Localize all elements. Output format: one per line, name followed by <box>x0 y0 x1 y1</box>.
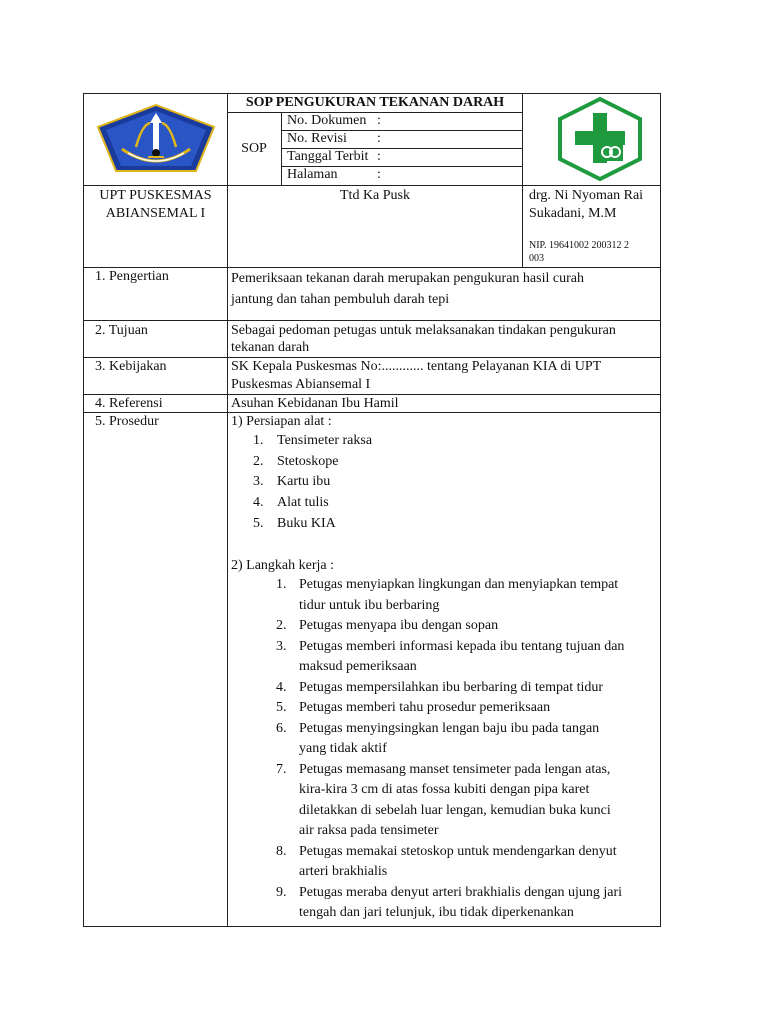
org-name-line2: ABIANSEMAL I <box>105 206 206 221</box>
langkah-step-number: 5. <box>276 700 287 715</box>
signature-label: Ttd Ka Pusk <box>340 188 410 203</box>
langkah-step-text: tengah dan jari telunjuk, ibu tidak diperkenankan <box>299 905 574 920</box>
section-label-referensi: 4. Referensi <box>95 396 163 411</box>
langkah-step-number: 3. <box>276 638 287 654</box>
regency-emblem <box>92 103 220 173</box>
langkah-step-text: maksud pemeriksaan <box>299 659 417 674</box>
langkah-title: 2) Langkah kerja : <box>231 558 335 573</box>
puskesmas-cross-icon <box>555 95 645 183</box>
pengertian-text: jantung dan tahan pembuluh darah tepi <box>231 292 450 307</box>
langkah-step-number: 1. <box>276 577 287 592</box>
signer-name: drg. Ni Nyoman Rai <box>529 188 644 203</box>
alat-item-number: 4. <box>253 495 264 511</box>
signer-name-line2: Sukadani, M.M <box>529 206 617 221</box>
referensi-text: Asuhan Kebidanan Ibu Hamil <box>231 396 399 411</box>
langkah-step-text: air raksa pada tensimeter <box>299 823 439 838</box>
section-label-pengertian: 1. Pengertian <box>95 269 169 284</box>
langkah-step-number: 9. <box>276 884 287 900</box>
pengertian-text: Pemeriksaan tekanan darah merupakan pengukuran hasil curah <box>231 271 584 286</box>
langkah-step-text: kira-kira 3 cm di atas fossa kubiti dengan pipa karet <box>299 782 590 797</box>
alat-item: Stetoskope <box>277 453 339 469</box>
persiapan-title: 1) Persiapan alat : <box>231 414 332 429</box>
meta-label: Halaman <box>287 167 338 182</box>
meta-separator: : <box>377 113 381 128</box>
alat-item-number: 3. <box>253 474 264 490</box>
langkah-step-number: 7. <box>276 761 287 777</box>
langkah-step-number: 2. <box>276 618 287 633</box>
meta-label: No. Revisi <box>287 131 347 146</box>
emblem-icon <box>92 103 220 173</box>
kebijakan-text: Puskesmas Abiansemal I <box>231 377 371 392</box>
org-name: UPT PUSKESMAS <box>99 188 212 203</box>
langkah-step-text: Petugas memberi tahu prosedur pemeriksaan <box>299 700 551 715</box>
langkah-step-text: Petugas menyapa ibu dengan sopan <box>299 618 499 633</box>
signer-nip: NIP. 19641002 200312 2 <box>529 240 630 251</box>
alat-item: Kartu ibu <box>277 474 331 490</box>
kebijakan-text: SK Kepala Puskesmas No:............ tentang Pelayanan KIA di UPT <box>231 359 602 374</box>
alat-item: Alat tulis <box>277 495 329 511</box>
alat-item-number: 5. <box>253 515 264 531</box>
langkah-step-text: Petugas memakai stetoskop untuk mendengarkan denyut <box>299 843 617 859</box>
langkah-step-text: tidur untuk ibu berbaring <box>299 597 440 613</box>
langkah-step-text: diletakkan di sebelah luar lengan, kemudian buka kunci <box>299 802 611 818</box>
langkah-step-number: 6. <box>276 720 287 736</box>
tujuan-text: tekanan darah <box>231 340 310 355</box>
alat-item-number: 2. <box>253 453 264 469</box>
langkah-step-text: Petugas meraba denyut arteri brakhialis dengan ujung jari <box>299 884 623 900</box>
meta-separator: : <box>377 167 381 182</box>
meta-label: Tanggal Terbit <box>287 149 369 164</box>
alat-item-number: 1. <box>253 433 264 448</box>
meta-label: No. Dokumen <box>287 113 367 128</box>
langkah-step-number: 8. <box>276 843 287 859</box>
tujuan-text: Sebagai pedoman petugas untuk melaksanakan tindakan pengukuran <box>231 323 616 338</box>
meta-separator: : <box>377 131 381 146</box>
langkah-step-number: 4. <box>276 679 287 695</box>
meta-separator: : <box>377 149 381 164</box>
langkah-step-text: Petugas mempersilahkan ibu berbaring di tempat tidur <box>299 679 604 695</box>
langkah-step-text: yang tidak aktif <box>299 741 387 756</box>
puskesmas-logo <box>555 95 645 183</box>
langkah-step-text: Petugas menyiapkan lingkungan dan menyiapkan tempat <box>299 577 619 592</box>
document-title: SOP PENGUKURAN TEKANAN DARAH <box>245 95 505 110</box>
langkah-step-text: Petugas memberi informasi kepada ibu tentang tujuan dan <box>299 638 625 654</box>
alat-item: Buku KIA <box>277 515 336 531</box>
section-label-kebijakan: 3. Kebijakan <box>95 359 167 374</box>
section-label-prosedur: 5. Prosedur <box>95 414 159 429</box>
alat-item: Tensimeter raksa <box>277 433 373 448</box>
langkah-step-text: Petugas menyingsingkan lengan baju ibu pada tangan <box>299 720 600 736</box>
sop-label: SOP <box>241 141 267 156</box>
langkah-step-text: Petugas memasang manset tensimeter pada lengan atas, <box>299 761 611 777</box>
langkah-step-text: arteri brakhialis <box>299 864 388 879</box>
section-label-tujuan: 2. Tujuan <box>95 323 148 338</box>
signer-nip-line2: 003 <box>529 253 544 264</box>
